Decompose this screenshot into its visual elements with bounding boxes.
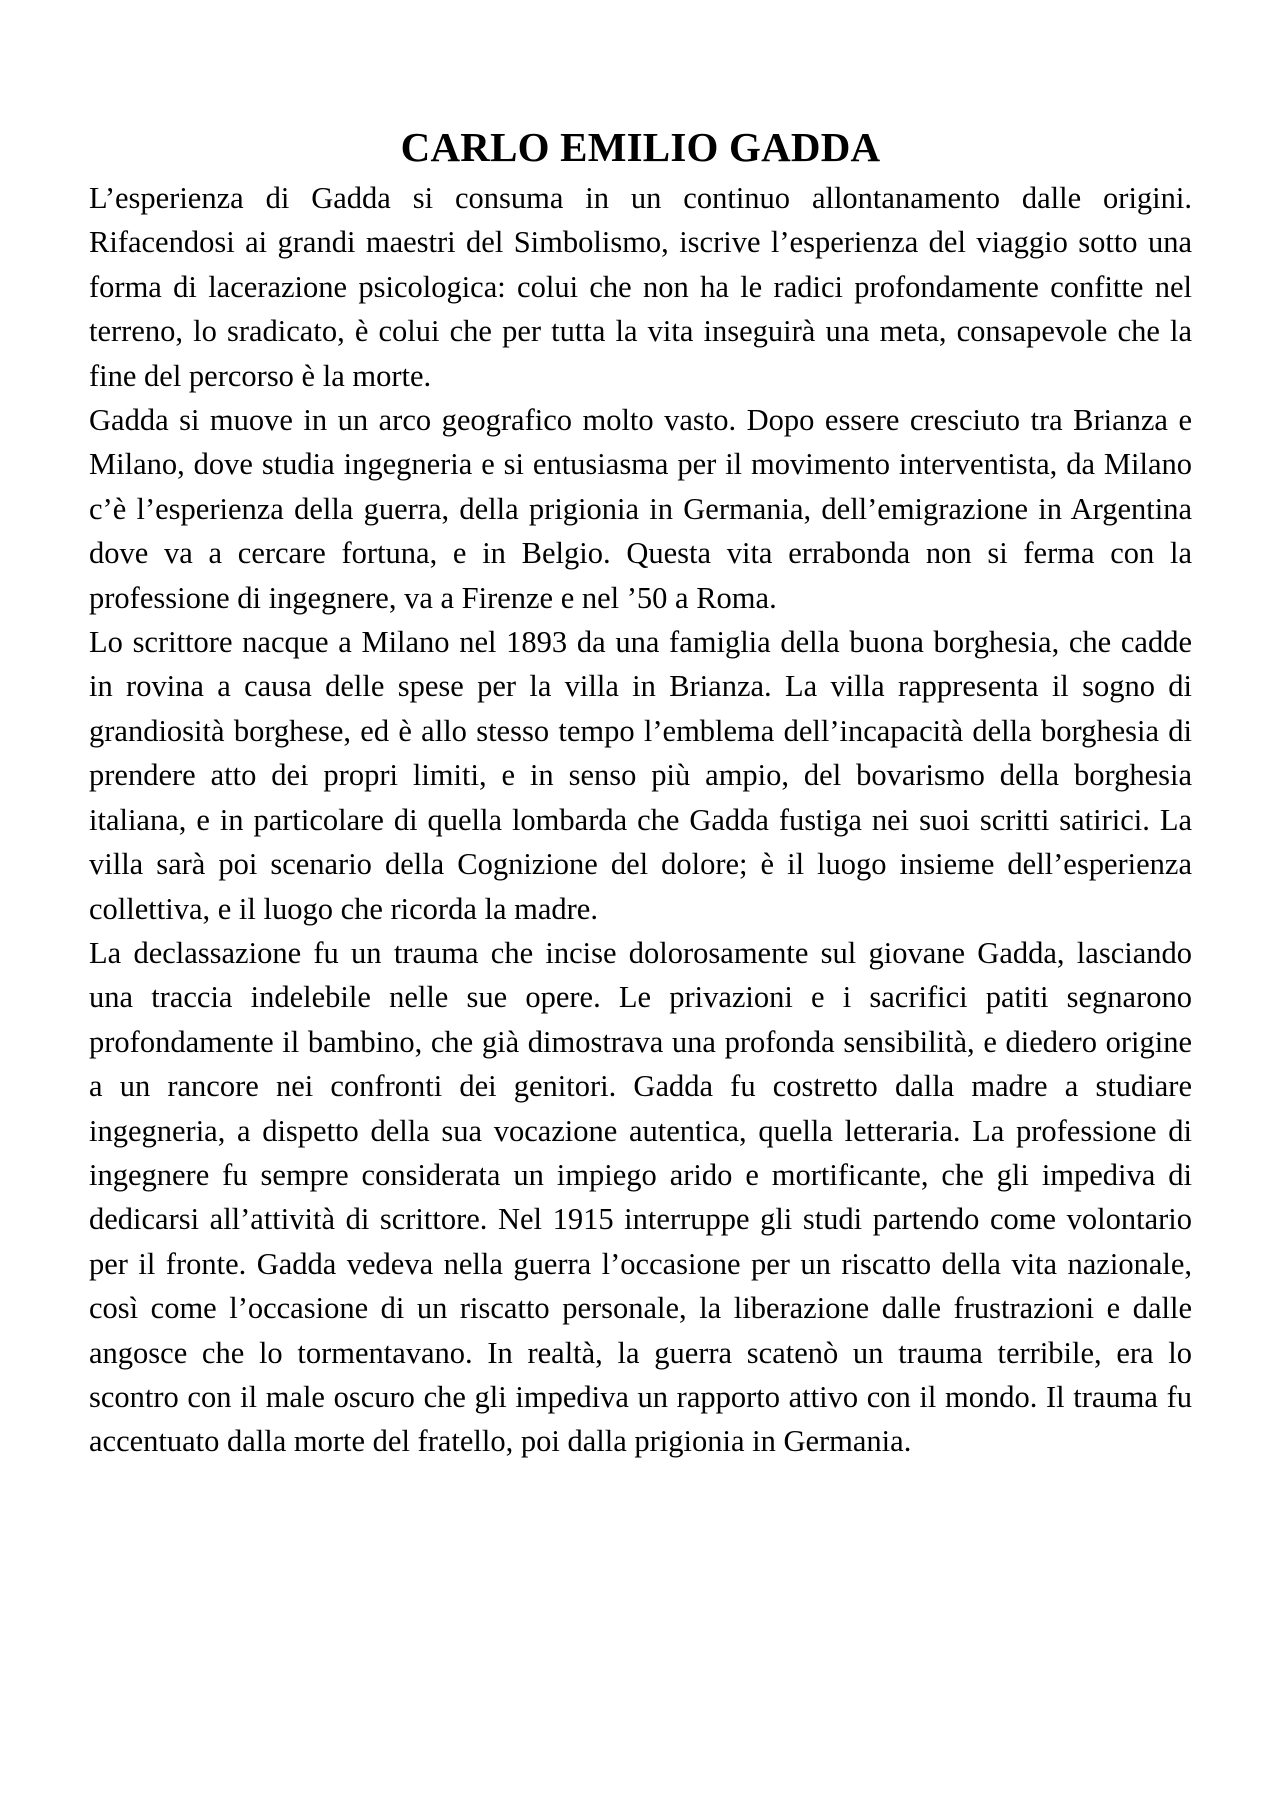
document-body [89, 118, 1192, 1464]
document-title: CARLO EMILIO GADDA [400, 124, 881, 170]
paragraph-origins: L’esperienza di Gadda si consuma in un continuo allontanamento dalle origini. Rifacendosi ai grandi maestri del Simbolismo, iscrive l’esperienza del viaggio sotto una forma di lacerazione psicologica: colui che non ha le radici profondamente confitte nel terreno, lo sradicato, è colui che per tutta la vita inseguirà una meta, consapevole che la fine del percorso è la morte. [89, 181, 1192, 393]
paragraph-geography: Gadda si muove in un arco geografico molto vasto. Dopo essere cresciuto tra Brianza e Milano, dove studia ingegneria e si entusiasma per il movimento interventista, da Milano c’è l’esperienza della guerra, della prigionia in Germania, dell’emigrazione in Argentina dove va a cercare fortuna, e in Belgio. Questa vita errabonda non si ferma con la professione di ingegnere, va a Firenze e nel ’50 a Roma. [89, 403, 1192, 615]
paragraph-villa: Lo scrittore nacque a Milano nel 1893 da una famiglia della buona borghesia, che cadde in rovina a causa delle spese per la villa in Brianza. La villa rappresenta il sogno di grandiosità borghese, ed è allo stesso tempo l’emblema dell’incapacità della borghesia di prendere atto dei propri limiti, e in senso più ampio, del bovarismo della borghesia italiana, e in particolare di quella lombarda che Gadda fustiga nei suoi scritti satirici. La villa sarà poi scenario della Cognizione del dolore; è il luogo insieme dell’esperienza collettiva, e il luogo che ricorda la madre. [89, 625, 1192, 926]
paragraph-declassazione: La declassazione fu un trauma che incise dolorosamente sul giovane Gadda, lasciando una traccia indelebile nelle sue opere. Le privazioni e i sacrifici patiti segnarono profondamente il bambino, che già dimostrava una profonda sensibilità, e diedero origine a un rancore nei confronti dei genitori. Gadda fu costretto dalla madre a studiare ingegneria, a dispetto della sua vocazione autentica, quella letteraria. La professione di ingegnere fu sempre considerata un impiego arido e mortificante, che gli impediva di dedicarsi all’attività di scrittore. Nel 1915 interruppe gli studi partendo come volontario per il fronte. Gadda vedeva nella guerra l’occasione per un riscatto della vita nazionale, così come l’occasione di un riscatto personale, la liberazione dalle frustrazioni e dalle angosce che lo tormentavano. In realtà, la guerra scatenò un trauma terribile, era lo scontro con il male oscuro che gli impediva un rapporto attivo con il mondo. Il trauma fu accentuato dalla morte del fratello, poi dalla prigionia in Germania. [89, 935, 1192, 1459]
